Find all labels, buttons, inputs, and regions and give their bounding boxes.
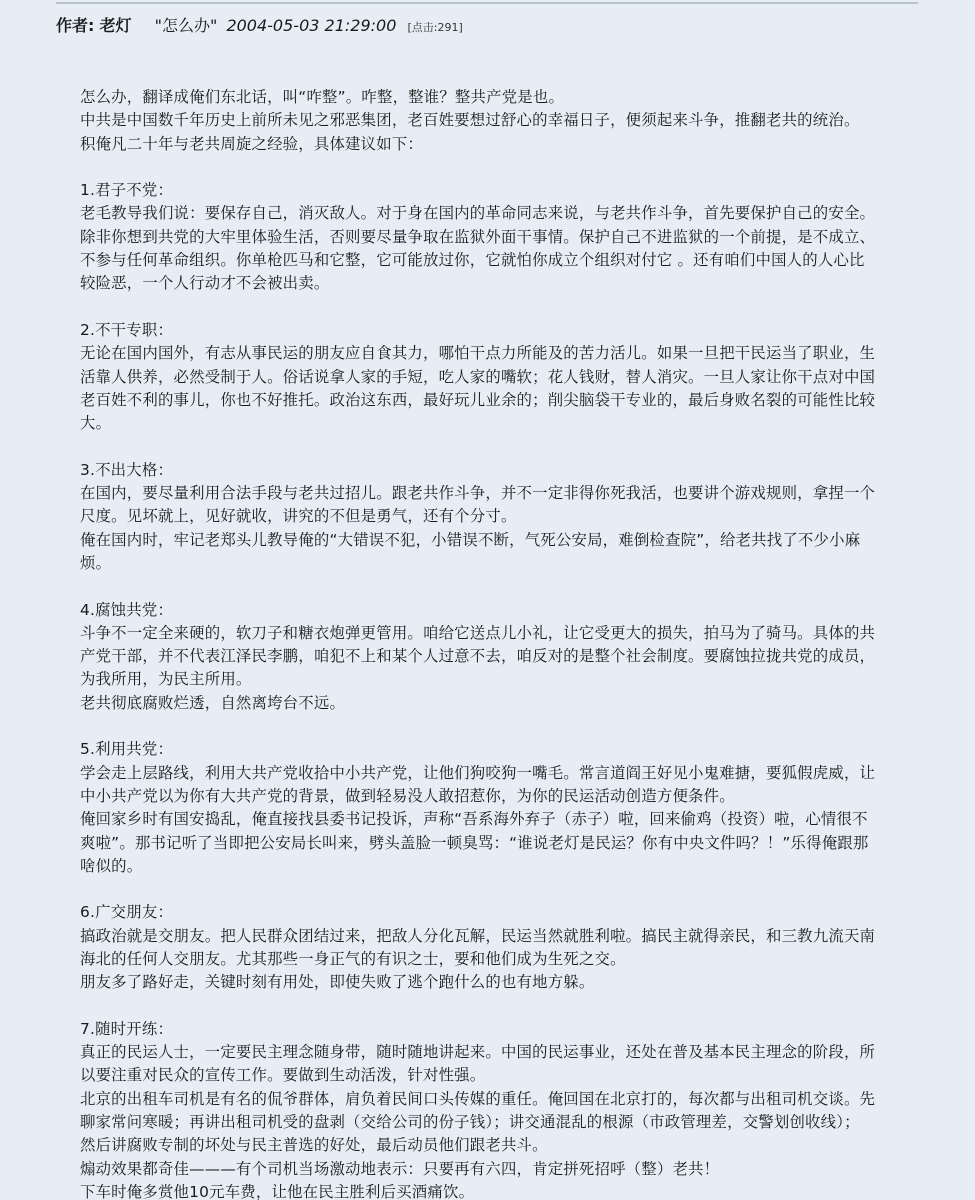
body-line: 较险恶，一个人行动才不会被出卖。 — [80, 274, 330, 293]
body-line: 真正的民运人士，一定要民主理念随身带，随时随地讲起来。中国的民运事业，还处在普及基本民主理念的阶段，所 — [80, 1043, 876, 1062]
body-line: 煽动效果都奇佳———有个司机当场激动地表示：只要再有六四，肯定拼死招呼（整）老共！ — [80, 1159, 720, 1178]
body-line: 斗争不一定全来硬的，软刀子和糖衣炮弹更管用。咱给它送点儿小礼，让它受更大的损失，拍马为了骑马。具体的共 — [80, 623, 876, 642]
body-line: 以要注重对民众的宣传工作。要做到生动活泼，针对性强。 — [80, 1066, 486, 1085]
body-line: 烦。 — [80, 553, 112, 572]
body-line: 除非你想到共党的大牢里体验生活，否则要尽量争取在监狱外面干事情。保护自己不进监狱的一个前提，是不成立、 — [80, 227, 876, 246]
body-line: 搞政治就是交朋友。把人民群众团结过来，把敌人分化瓦解，民运当然就胜利啦。搞民主就得亲民，和三教九流天南 — [80, 926, 876, 945]
body-line: 2.不干专职： — [80, 320, 174, 339]
body-line: 为我所用，为民主所用。 — [80, 670, 252, 689]
body-line: 聊家常问寒暖；再讲出租司机受的盘剥（交给公司的份子钱）；讲交通混乱的根源（市政管理差，交警划创收线）； — [80, 1113, 860, 1132]
blank-line — [80, 296, 900, 319]
body-line: 老百姓不利的事儿，你也不好推托。政治这东西，最好玩儿业余的；削尖脑袋干专业的，最后身败名裂的可能性比较 — [80, 390, 876, 409]
body-line: 大。 — [80, 414, 112, 433]
body-line: 7.随时开练： — [80, 1019, 174, 1038]
hit-count: [点击:291] — [407, 21, 463, 34]
body-line: 5.利用共党： — [80, 740, 174, 759]
post-header — [56, 14, 463, 38]
body-line: 海北的任何人交朋友。尤其那些一身正气的有识之士，要和他们成为生死之交。 — [80, 949, 626, 968]
body-line: 4.腐蚀共党： — [80, 600, 174, 619]
author-name[interactable]: 老灯 — [99, 16, 132, 35]
body-line: 在国内，要尽量利用合法手段与老共过招儿。跟老共作斗争，并不一定非得你死我活，也要讲个游戏规则，拿捏一个 — [80, 484, 876, 503]
body-line: 1.君子不党： — [80, 181, 174, 200]
author-label: 作者: — [56, 16, 95, 35]
body-line: 爽啦”。那书记听了当即把公安局长叫来，劈头盖脸一顿臭骂：“谁说老灯是民运？你有中央文件吗？！”乐得俺跟那 — [80, 833, 869, 852]
body-line: 北京的出租车司机是有名的侃爷群体，肩负着民间口头传媒的重任。俺回国在北京打的，每次都与出租司机交谈。先 — [80, 1089, 876, 1108]
body-line: 活靠人供养，必然受制于人。俗话说拿人家的手短，吃人家的嘴软；花人钱财，替人消灾。一旦人家让你干点对中国 — [80, 367, 876, 386]
body-line: 无论在国内国外，有志从事民运的朋友应自食其力，哪怕干点力所能及的苦力活儿。如果一旦把干民运当了职业，生 — [80, 344, 876, 363]
blank-line — [80, 575, 900, 598]
body-line: 怎么办，翻译成俺们东北话，叫“咋整”。咋整，整谁？整共产党是也。 — [80, 88, 565, 106]
body-line: 老毛教导我们说：要保存自己，消灭敌人。对于身在国内的革命同志来说，与老共作斗争，首先要保护自己的安全。 — [80, 204, 876, 223]
body-line: 朋友多了路好走，关键时刻有用处，即使失败了逃个跑什么的也有地方躲。 — [80, 973, 595, 992]
blank-line — [80, 995, 900, 1018]
post-body — [80, 86, 900, 1200]
body-line: 俺回家乡时有国安捣乱，俺直接找县委书记投诉，声称“吾系海外弃子（赤子）啦，回来偷鸡（投资）啦，心情很不 — [80, 810, 868, 829]
body-line: 尺度。见坏就上，见好就收，讲究的不但是勇气，还有个分寸。 — [80, 507, 517, 526]
body-line: 中共是中国数千年历史上前所未见之邪恶集团，老百姓要想过舒心的幸福日子，便须起来斗争，推翻老共的统治。 — [80, 111, 860, 130]
body-line: 中小共产党以为你有大共产党的背景，做到轻易没人敢招惹你，为你的民运活动创造方便条件。 — [80, 786, 735, 805]
body-line: 老共彻底腐败烂透，自然离垮台不远。 — [80, 693, 346, 712]
body-line: 产党干部，并不代表江泽民李鹏，咱犯不上和某个人过意不去，咱反对的是整个社会制度。要腐蚀拉拢共党的成员， — [80, 647, 876, 666]
blank-line — [80, 435, 900, 458]
top-divider — [56, 2, 918, 4]
post-datetime: 2004-05-03 21:29:00 — [226, 16, 397, 35]
body-line: 学会走上层路线，利用大共产党收拾中小共产党，让他们狗咬狗一嘴毛。常言道阎王好见小鬼难搪，要狐假虎威，让 — [80, 763, 876, 782]
body-line: 6.广交朋友： — [80, 903, 174, 922]
post-title: "怎么办" — [154, 16, 218, 35]
body-line: 俺在国内时，牢记老郑头儿教导俺的“大错误不犯，小错误不断，气死公安局，难倒检查院”，给老共找了不少小麻 — [80, 530, 861, 549]
body-line: 下车时俺多赏他10元车费，让他在民主胜利后买酒痛饮。 — [80, 1182, 475, 1200]
blank-line — [80, 715, 900, 738]
body-line: 3.不出大格： — [80, 460, 174, 479]
body-line: 积俺凡二十年与老共周旋之经验，具体建议如下： — [80, 134, 423, 153]
body-line: 啥似的。 — [80, 856, 143, 875]
body-line: 然后讲腐败专制的坏处与民主普选的好处，最后动员他们跟老共斗。 — [80, 1136, 548, 1155]
body-line: 不参与任何革命组织。你单枪匹马和它整，它可能放过你，它就怕你成立个组织对付它 。还有咱们中国人的人心比 — [80, 251, 865, 270]
blank-line — [80, 878, 900, 901]
blank-line — [80, 156, 900, 179]
